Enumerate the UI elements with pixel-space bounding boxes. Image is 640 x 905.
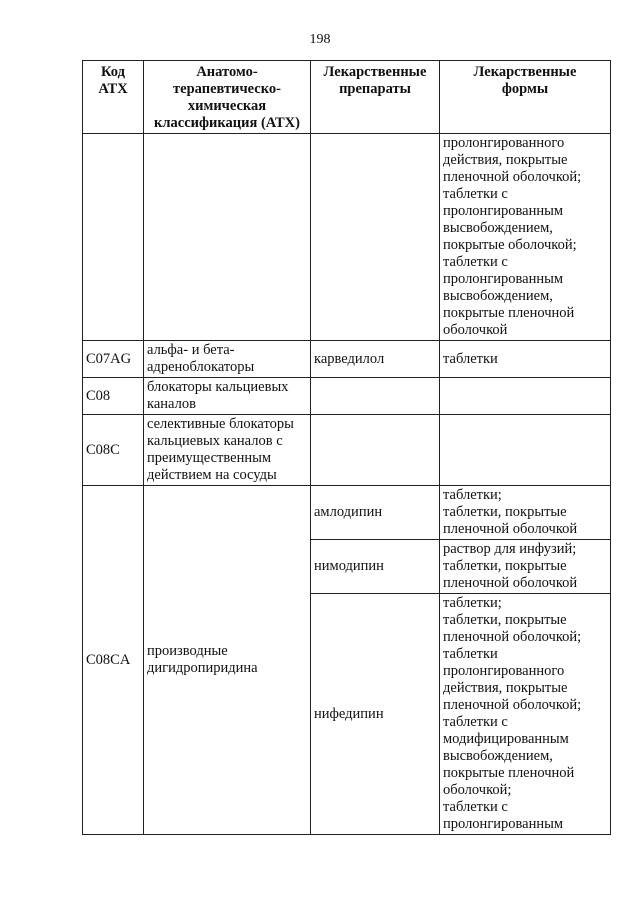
drug-cell: нимодипин (311, 540, 440, 594)
header-forms: Лекарственные формы (440, 61, 611, 134)
forms-cell: таблетки (440, 341, 611, 378)
table-row (83, 378, 611, 415)
forms-cell: таблетки; таблетки, покрытые пленочной оболочкой; таблетки пролонгированного действия, покрытые пленочной оболочкой; таблетки с модифицированным высвобождением, покрытые пленочной оболочкой; таблетки с пролонгированным (440, 594, 611, 835)
forms-cell (440, 415, 611, 486)
classification-cell: блокаторы кальциевых каналов (144, 378, 311, 415)
classification-cell: производные дигидропиридина (144, 486, 311, 835)
table-row (83, 341, 611, 378)
forms-cell: раствор для инфузий; таблетки, покрытые пленочной оболочкой (440, 540, 611, 594)
page-number: 198 (309, 32, 331, 47)
atc-drug-table (82, 60, 611, 835)
drug-cell (311, 415, 440, 486)
header-drugs: Лекарственные препараты (311, 61, 440, 134)
table-row (83, 134, 611, 341)
drug-cell: нифедипин (311, 594, 440, 835)
code-cell: C07AG (83, 341, 144, 378)
drug-cell: амлодипин (311, 486, 440, 540)
code-cell: C08C (83, 415, 144, 486)
classification-cell: альфа- и бета- адреноблокаторы (144, 341, 311, 378)
forms-cell: пролонгированного действия, покрытые пленочной оболочкой; таблетки с пролонгированным высвобождением, покрытые оболочкой; таблетки с пролонгированным высвобождением, покрытые пленочной оболочкой (440, 134, 611, 341)
header-code: Код АТХ (83, 61, 144, 134)
table-header-row (83, 61, 611, 134)
code-cell: C08CA (83, 486, 144, 835)
code-cell: C08 (83, 378, 144, 415)
drug-cell: карведилол (311, 341, 440, 378)
header-classification: Анатомо- терапевтическо- химическая классификация (АТХ) (144, 61, 311, 134)
classification-cell: селективные блокаторы кальциевых каналов с преимущественным действием на сосуды (144, 415, 311, 486)
code-cell (83, 134, 144, 341)
table-row (83, 486, 611, 540)
forms-cell (440, 378, 611, 415)
table-row (83, 415, 611, 486)
forms-cell: таблетки; таблетки, покрытые пленочной оболочкой (440, 486, 611, 540)
classification-cell (144, 134, 311, 341)
drug-cell (311, 378, 440, 415)
drug-cell (311, 134, 440, 341)
